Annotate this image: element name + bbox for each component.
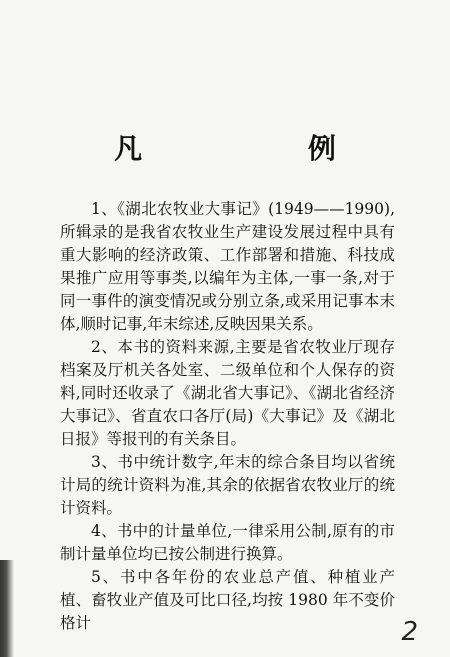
paragraph-4: 4、书中的计量单位,一律采用公制,原有的市制计量单位均已按公制进行换算。 (60, 522, 395, 563)
paragraph-3: 3、书中统计数字,年末的综合条目均以省统计局的统计资料为准,其余的依据省农牧业厅的统计资料。 (60, 453, 395, 517)
paragraph-2: 2、本书的资料来源,主要是省农牧业厅现存档案及厅机关各处室、二级单位和个人保存的资料,同时还收录了《湖北省大事记》、《湖北省经济大事记》、省直农口各厅(局)《大事记》及《湖北日报》等报刊的有关条目。 (60, 338, 395, 448)
paragraph-5: 5、书中各年份的农业总产值、种植业产植、畜牧业产值及可比口径,均按 1980 年不变价格计 (60, 568, 395, 632)
page-number: 2 (401, 617, 418, 647)
paragraph-1: 1、《湖北农牧业大事记》(1949——1990),所辑录的是我省农牧业生产建设发展过程中具有重大影响的经济政策、工作部署和措施、科技成果推广应用等事类,以编年为主体,一事一条,对于同一事件的演变情况或分别立条,或采用记事本末体,顺时记事,年末综述,反映因果关系。 (60, 200, 395, 333)
document-body (60, 198, 395, 635)
scan-edge-shadow (0, 560, 14, 657)
page-title: 凡 例 (114, 132, 414, 165)
